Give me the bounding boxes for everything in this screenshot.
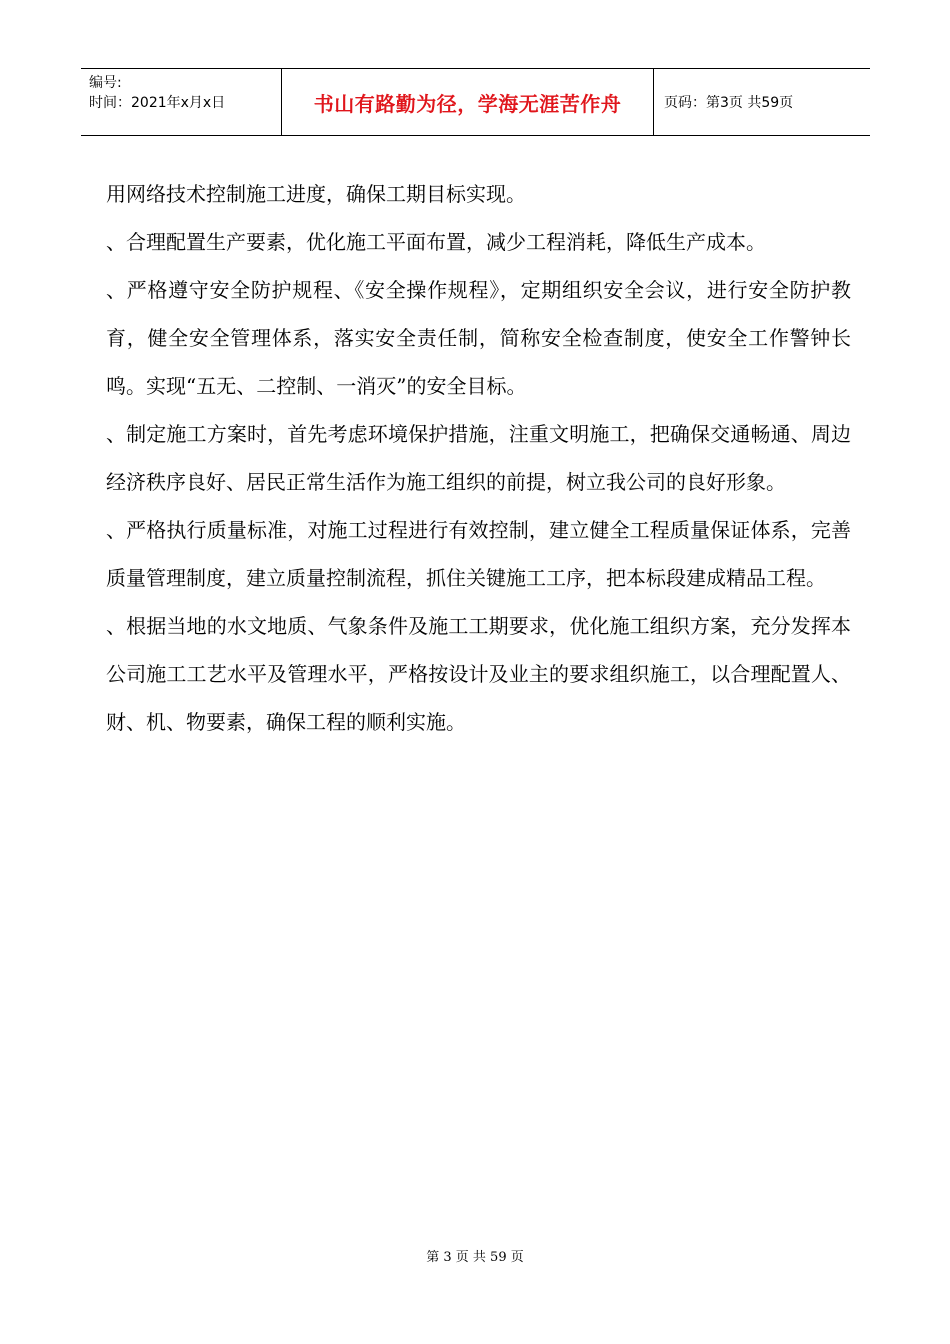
document-time-label: 时间：2021年x月x日: [89, 95, 226, 111]
document-number-label: 编号:: [89, 75, 122, 91]
header-page-code: 页码：第3页 共59页: [664, 95, 794, 111]
page-footer: [0, 1246, 950, 1265]
body-paragraph: 、严格执行质量标准，对施工过程进行有效控制，建立健全工程质量保证体系，完善质量管理制度，建立质量控制流程，抓住关键施工工序，把本标段建成精品工程。: [106, 518, 851, 590]
body-paragraph: 、合理配置生产要素，优化施工平面布置，减少工程消耗，降低生产成本。: [106, 230, 766, 254]
header-motto-cell: [282, 69, 654, 135]
body-paragraph: 、根据当地的水文地质、气象条件及施工工期要求，优化施工组织方案，充分发挥本公司施工工艺水平及管理水平，严格按设计及业主的要求组织施工，以合理配置人、财、机、物要素，确保工程的顺利实施。: [106, 614, 851, 734]
footer-page-number: 第 3 页 共 59 页: [426, 1250, 524, 1265]
header-page-cell: [654, 69, 870, 135]
body-paragraph: 、严格遵守安全防护规程、《安全操作规程》，定期组织安全会议，进行安全防护教育，健全安全管理体系，落实安全责任制，简称安全检查制度，使安全工作警钟长鸣。实现“五无、二控制、一消灭”的安全目标。: [106, 278, 851, 398]
header-motto: 书山有路勤为径，学海无涯苦作舟: [313, 91, 622, 116]
document-body: [106, 170, 851, 746]
document-header: [81, 68, 870, 136]
body-paragraph: 、制定施工方案时，首先考虑环境保护措施，注重文明施工，把确保交通畅通、周边经济秩序良好、居民正常生活作为施工组织的前提，树立我公司的良好形象。: [106, 422, 851, 494]
body-paragraph: 用网络技术控制施工进度，确保工期目标实现。: [106, 182, 526, 206]
header-meta-cell: [81, 69, 282, 135]
